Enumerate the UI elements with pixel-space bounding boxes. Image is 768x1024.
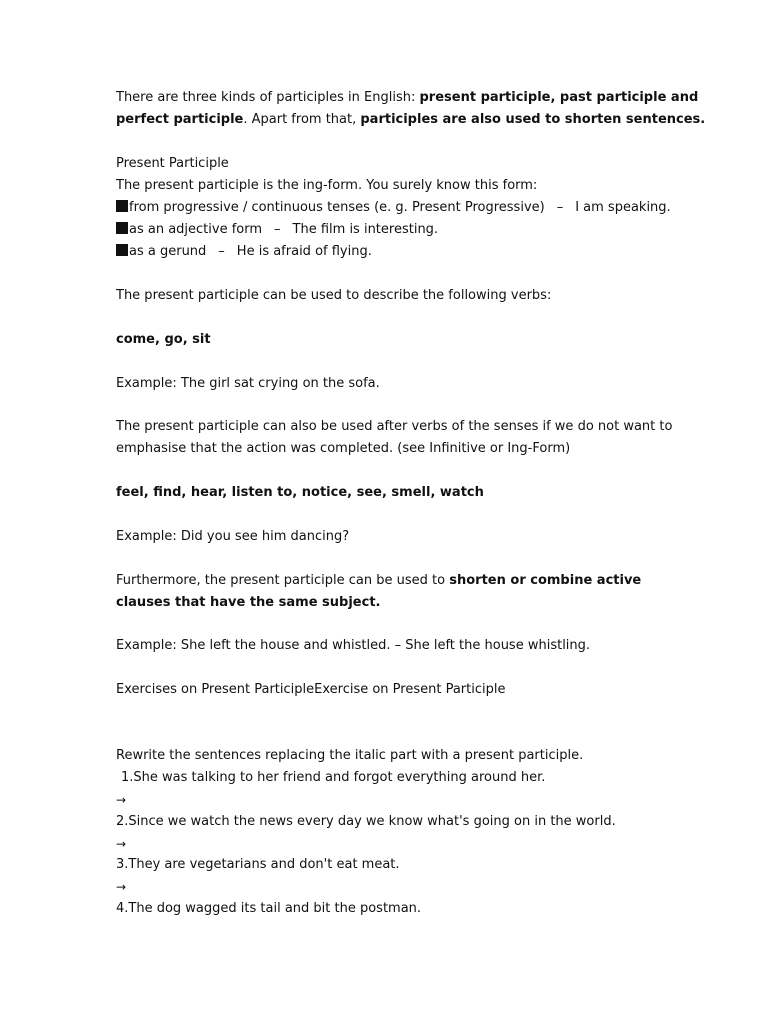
senses-line-2: emphasise that the action was completed. (see Infinitive or Ing-Form) [116,441,571,456]
intro-line-2 [116,112,705,128]
example-2: Example: Did you see him dancing? [116,529,350,544]
exercise-item: 1.She was talking to her friend and forgot everything around her. [121,770,546,785]
exercise-item: 4.The dog wagged its tail and bit the postman. [116,901,422,916]
intro-text: . Apart from that, [243,112,361,127]
answer-arrow-icon[interactable]: → [116,793,127,807]
example-3: Example: She left the house and whistled. – She left the house whistling. [116,638,591,653]
square-bullet-icon [116,222,128,234]
intro-bold: participles are also used to shorten sentences. [360,112,706,127]
answer-arrow-icon[interactable]: → [116,837,127,851]
square-bullet-icon [116,244,128,256]
use-item: as a gerund – He is afraid of flying. [116,244,372,260]
senses-line-1: The present participle can also be used after verbs of the senses if we do not want to [116,419,673,434]
dash: – [218,244,225,259]
intro-bold: present participle, past participle and [419,90,699,105]
square-bullet-icon [116,200,128,212]
example-1: Example: The girl sat crying on the sofa. [116,376,380,391]
exercise-instruction: Rewrite the sentences replacing the italic part with a present participle. [116,748,584,763]
definition: The present participle is the ing-form. You surely know this form: [116,178,538,193]
exercise-item: 2.Since we watch the news every day we know what's going on in the world. [116,814,616,829]
answer-arrow-icon[interactable]: → [116,880,127,894]
verbs-list: come, go, sit [116,332,211,347]
shorten-line-1: Furthermore, the present participle can be used to shorten or combine active [116,573,642,588]
describe-verbs: The present participle can be used to describe the following verbs: [116,288,552,303]
section-heading: Present Participle [116,156,229,171]
shorten-line-2: clauses that have the same subject. [116,595,381,610]
intro-text: There are three kinds of participles in English: [116,90,420,105]
dash: – [274,222,281,237]
use-item: as an adjective form – The film is interesting. [116,222,438,238]
exercise-item: 3.They are vegetarians and don't eat meat. [116,857,400,872]
use-item: from progressive / continuous tenses (e. g. Present Progressive) – I am speaking. [116,200,671,216]
intro-bold: perfect participle [116,112,244,127]
dash: – [556,200,564,215]
exercises-link[interactable]: Exercises on Present ParticipleExercise on Present Participle [116,682,506,697]
verbs-list: feel, find, hear, listen to, notice, see, smell, watch [116,485,484,500]
intro-line-1 [116,90,698,106]
